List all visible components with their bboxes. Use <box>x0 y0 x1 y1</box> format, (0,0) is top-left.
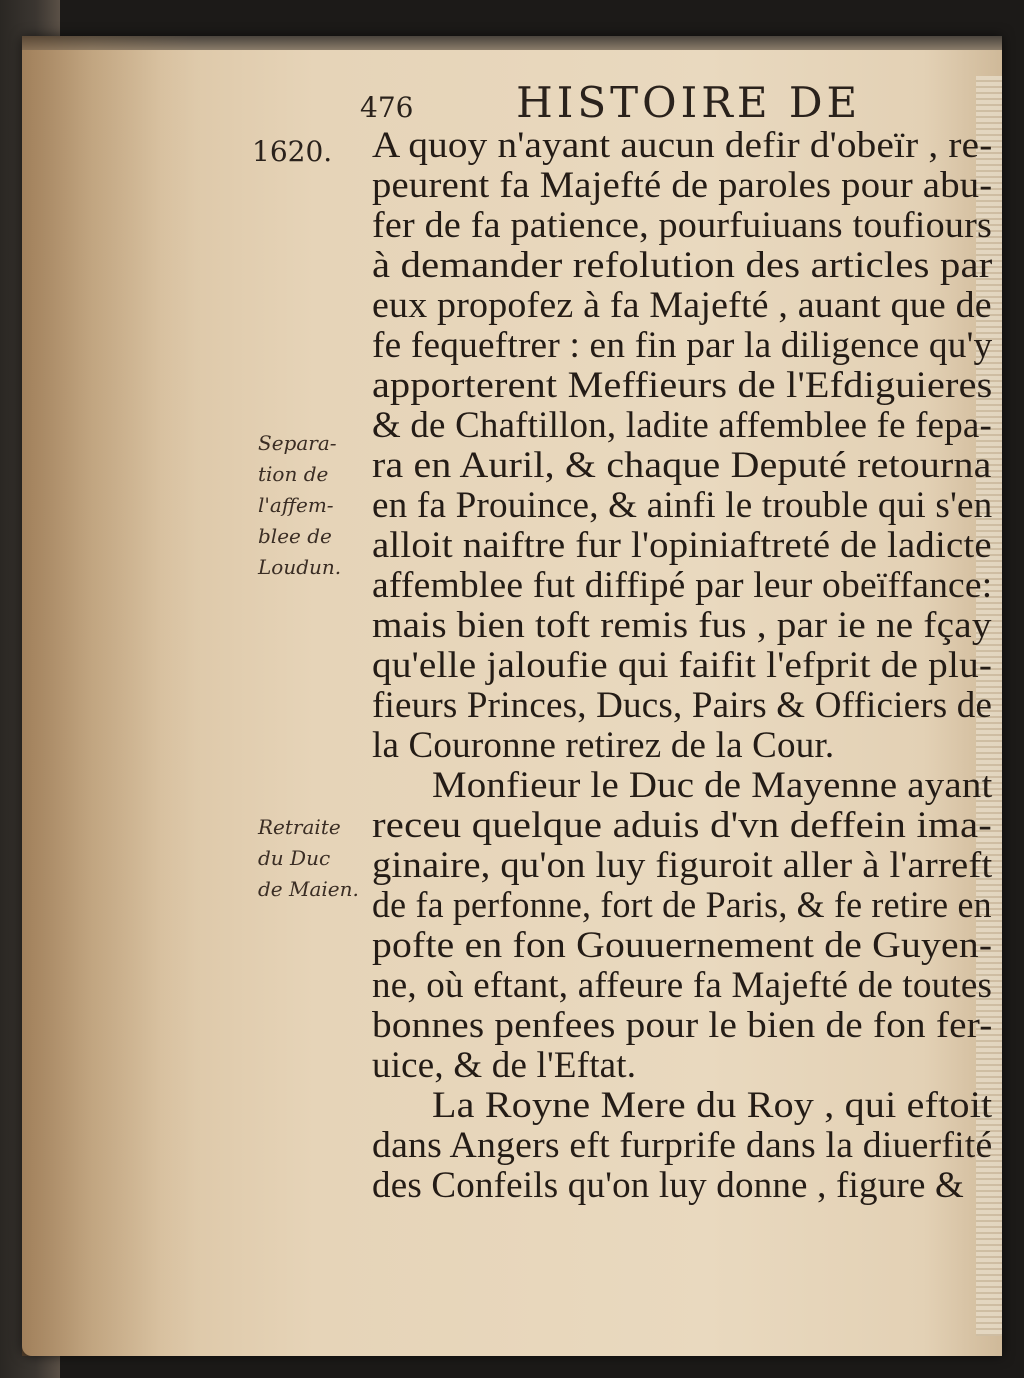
body-line: & de Chaftillon, ladite affemblee fe fepa- <box>372 405 993 446</box>
body-line: fieurs Princes, Ducs, Pairs & Officiers de <box>372 685 993 726</box>
page-gutter-stain <box>22 36 197 1356</box>
body-line: peurent fa Majefté de paroles pour abu- <box>372 165 993 206</box>
body-line: des Confeils qu'on luy donne , figure & <box>372 1165 964 1206</box>
body-line: à demander refolution des articles par <box>372 245 993 286</box>
body-line: affemblee fut diffipé par leur obeïffance: <box>372 565 993 606</box>
body-line: ginaire, qu'on luy figuroit aller à l'arreft <box>372 845 993 886</box>
body-line: receu quelque aduis d'vn deffein ima- <box>372 805 993 846</box>
margin-note-line: Loudun. <box>258 555 342 579</box>
body-line: ne, où eftant, affeure fa Majefté de toutes <box>372 965 993 1006</box>
margin-note-line: du Duc <box>258 846 331 870</box>
body-line: eux propofez à fa Majefté , auant que de <box>372 285 992 326</box>
body-line: de fa perfonne, fort de Paris, & fe retire en <box>372 885 992 926</box>
margin-note-line: l'affem- <box>258 493 334 517</box>
body-line: mais bien toft remis fus , par ie ne fçay <box>372 605 992 646</box>
body-line: bonnes penfees pour le bien de fon fer- <box>372 1005 993 1046</box>
body-line: qu'elle jaloufie qui faifit l'efprit de plu- <box>372 645 993 686</box>
margin-note-line: de Maien. <box>258 877 359 901</box>
body-line: Monfieur le Duc de Mayenne ayant <box>432 765 993 806</box>
body-line: fer de fa patience, pourfuiuans toufiours <box>372 205 993 246</box>
page-fore-edge <box>976 76 1002 1336</box>
margin-note-line: tion de <box>258 462 329 486</box>
body-line: La Royne Mere du Roy , qui eftoit <box>432 1085 993 1126</box>
margin-year: 1620. <box>252 135 333 168</box>
margin-note-separation <box>258 428 341 583</box>
body-line: fe fequeftrer : en fin par la diligence qu'y <box>372 325 993 366</box>
body-line: dans Angers eft furprife dans la diuerfité <box>372 1125 993 1166</box>
margin-note-retraite <box>258 812 359 905</box>
body-line: la Couronne retirez de la Cour. <box>372 725 835 766</box>
body-line: alloit naiftre fur l'opiniaftreté de ladicte <box>372 525 992 566</box>
body-line: apporterent Meffieurs de l'Efdiguieres <box>372 365 993 406</box>
margin-note-line: blee de <box>258 524 332 548</box>
body-line: uice, & de l'Eftat. <box>372 1045 637 1086</box>
margin-note-line: Separa- <box>258 431 337 455</box>
body-line: A quoy n'ayant aucun defir d'obeïr , re- <box>372 125 993 166</box>
page-number: 476 <box>360 91 414 124</box>
running-head <box>360 78 861 127</box>
book-page <box>22 36 1002 1356</box>
running-title: HISTOIRE DE <box>516 78 862 127</box>
body-line: pofte en fon Gouuernement de Guyen- <box>372 925 993 966</box>
body-line: ra en Auril, & chaque Deputé retourna <box>372 445 992 486</box>
body-line: en fa Prouince, & ainfi le trouble qui s'en <box>372 485 993 526</box>
margin-note-line: Retraite <box>258 815 341 839</box>
